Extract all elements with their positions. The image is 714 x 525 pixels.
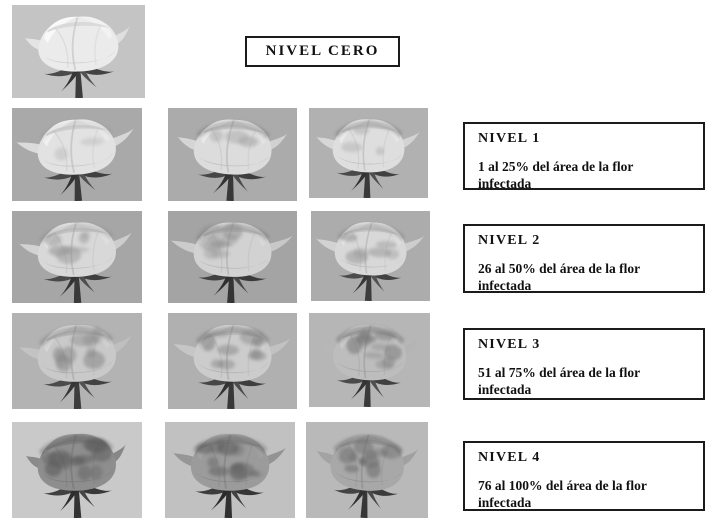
nivel-2-title: NIVEL 2 [478, 233, 541, 248]
rose-photo-nivel1-2 [168, 108, 297, 201]
rose-photo-nivel1-3 [309, 108, 428, 198]
nivel-4-info-box [463, 441, 705, 511]
rose-photo-nivel1-1 [12, 108, 142, 201]
rose-photo-nivel3-1 [12, 313, 142, 409]
nivel-2-description: 26 al 50% del área de la flor infectada [478, 261, 640, 293]
nivel-3-info-box [463, 328, 705, 400]
rose-photo-nivel0-1 [12, 5, 145, 98]
rose-photo-nivel2-2 [168, 211, 297, 303]
nivel-cero-label-box [245, 36, 400, 67]
rose-photo-nivel2-1 [12, 211, 142, 303]
rose-photo-nivel4-3 [306, 422, 428, 518]
nivel-1-title: NIVEL 1 [478, 131, 541, 146]
nivel-3-title: NIVEL 3 [478, 337, 541, 352]
nivel-4-title: NIVEL 4 [478, 450, 541, 465]
rose-photo-nivel2-3 [311, 211, 430, 301]
rose-photo-nivel4-2 [165, 422, 295, 518]
nivel-1-description: 1 al 25% del área de la flor infectada [478, 159, 634, 191]
nivel-4-description: 76 al 100% del área de la flor infectada [478, 478, 647, 510]
rose-photo-nivel3-3 [309, 313, 430, 407]
nivel-1-info-box [463, 122, 705, 190]
nivel-cero-label: NIVEL CERO [265, 43, 380, 59]
rose-photo-nivel3-2 [168, 313, 297, 409]
nivel-3-description: 51 al 75% del área de la flor infectada [478, 365, 640, 397]
nivel-2-info-box [463, 224, 705, 293]
rose-photo-nivel4-1 [12, 422, 142, 518]
